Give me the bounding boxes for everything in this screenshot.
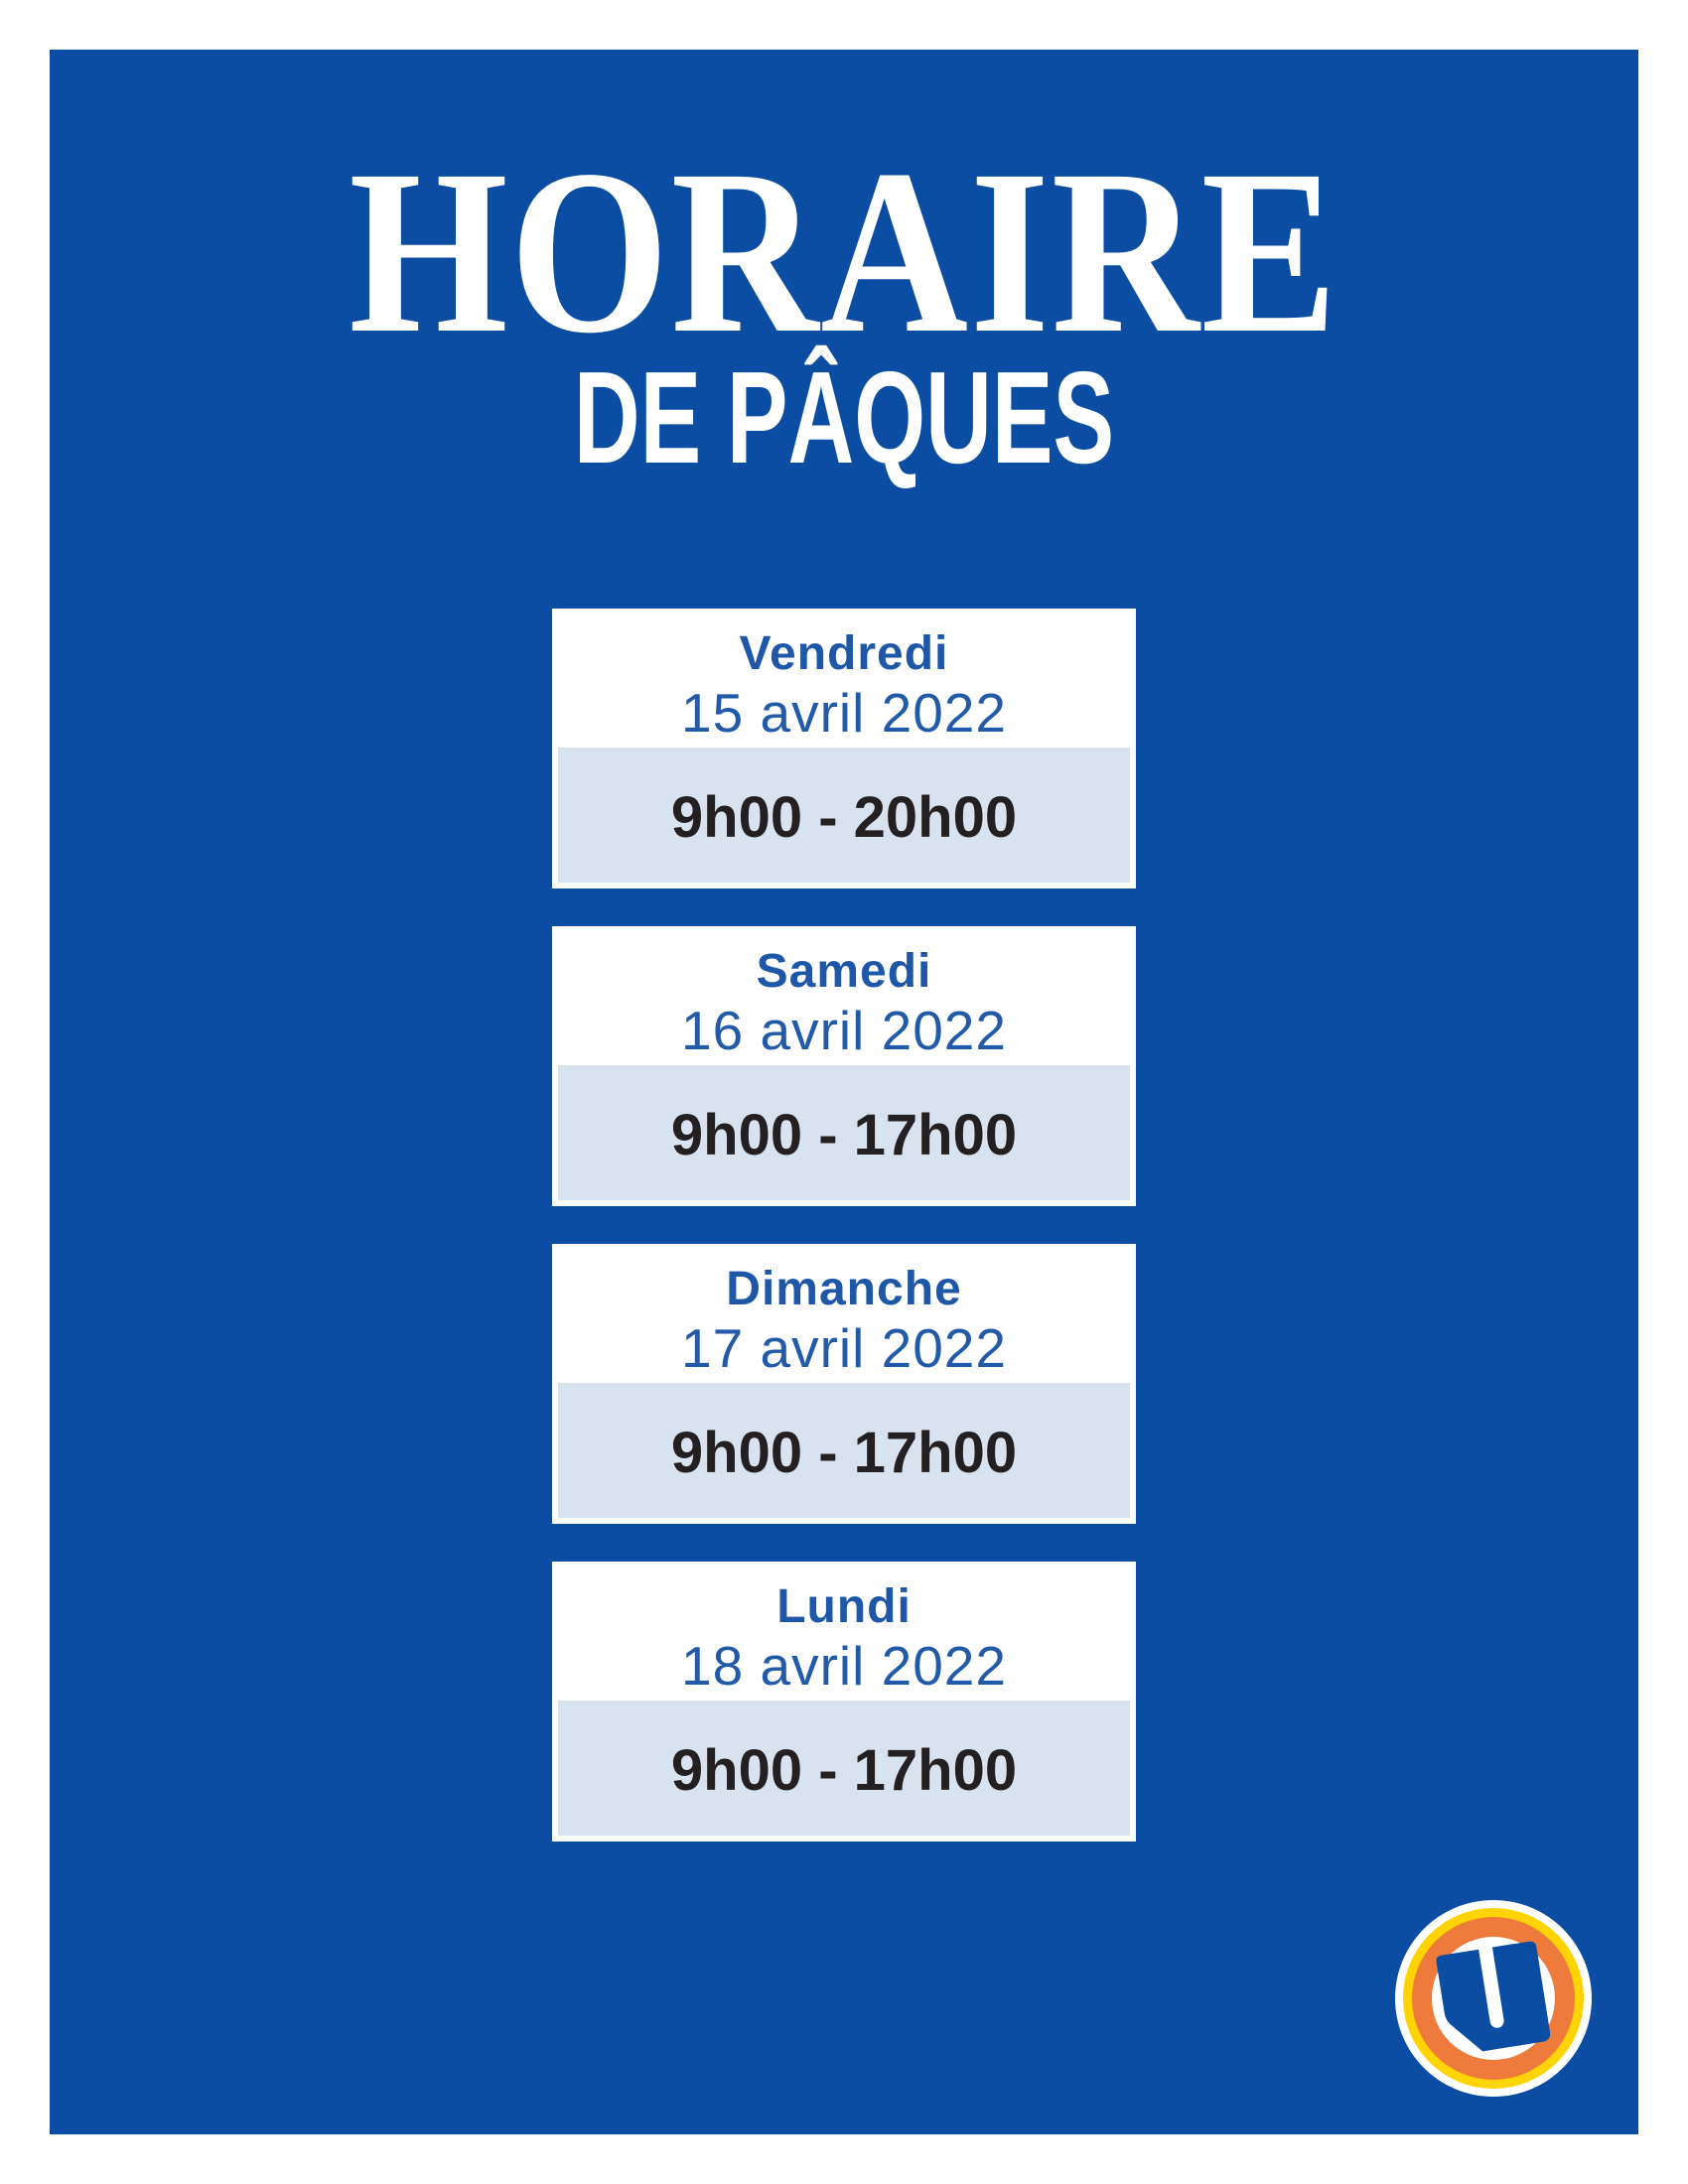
card-hours-label: 9h00 - 17h00: [670, 1738, 1018, 1803]
schedule-card-sunday: [552, 1244, 1136, 1524]
card-day-label: Vendredi: [739, 627, 949, 680]
card-hours-label: 9h00 - 20h00: [670, 785, 1018, 850]
poster-title: HORAIRE: [349, 122, 1339, 382]
card-day-label: Samedi: [756, 945, 932, 998]
poster-blue-panel: [50, 50, 1638, 2134]
card-day-label: Dimanche: [726, 1263, 962, 1315]
uniprix-u-logo-icon: [1394, 1899, 1593, 2098]
card-date-label: 15 avril 2022: [681, 682, 1007, 744]
card-date-label: 18 avril 2022: [681, 1635, 1007, 1697]
card-hours-band: [558, 1701, 1130, 1836]
schedule-card-friday: [552, 609, 1136, 888]
card-hours-label: 9h00 - 17h00: [670, 1103, 1018, 1167]
card-date-label: 17 avril 2022: [681, 1317, 1007, 1379]
card-hours-band: [558, 748, 1130, 883]
card-hours-label: 9h00 - 17h00: [670, 1421, 1018, 1485]
card-day-label: Lundi: [776, 1580, 912, 1633]
poster-subtitle: DE PÂQUES: [573, 344, 1115, 490]
card-hours-band: [558, 1065, 1130, 1200]
schedule-card-monday: [552, 1562, 1136, 1842]
schedule-card-saturday: [552, 926, 1136, 1206]
card-date-label: 16 avril 2022: [681, 1000, 1007, 1061]
card-hours-band: [558, 1383, 1130, 1518]
